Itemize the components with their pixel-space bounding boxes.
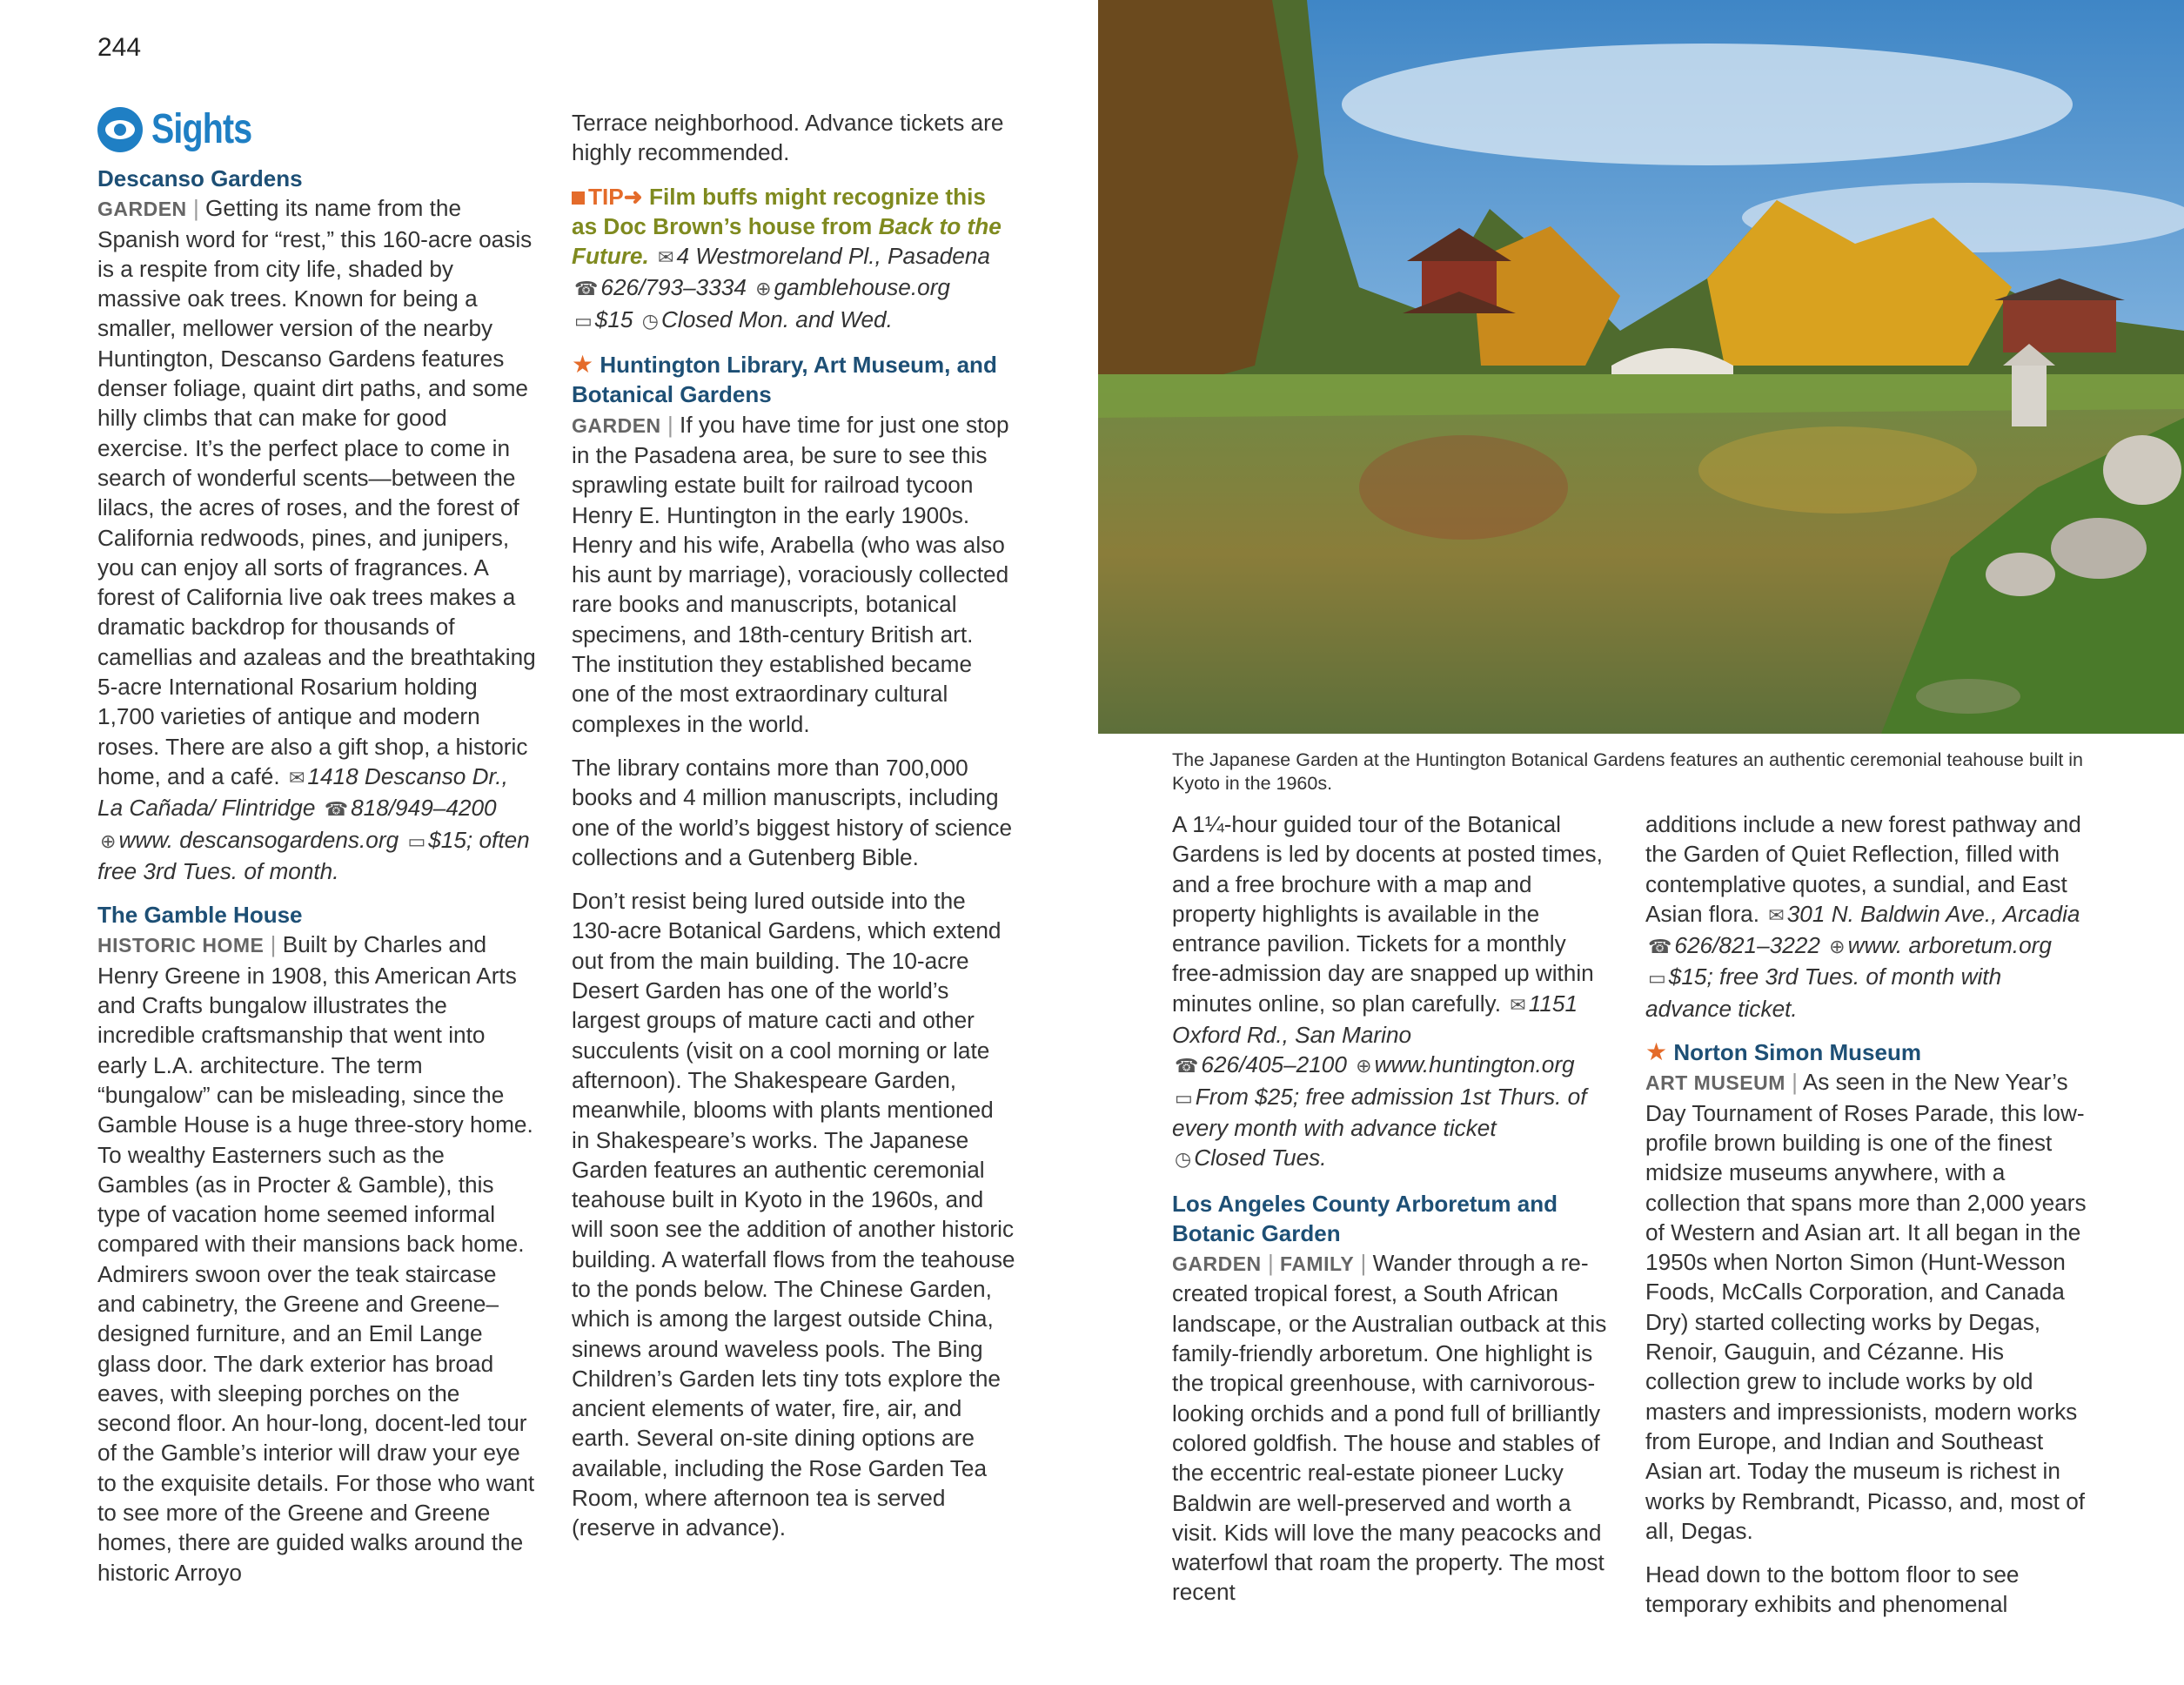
tip-square-icon — [572, 191, 585, 205]
listing-hours: Closed Mon. and Wed. — [660, 305, 893, 332]
listing-hours: Closed Tues. — [1194, 1145, 1327, 1171]
listing-phone: 626/793–3334 — [600, 274, 747, 301]
phone-icon: ☎ — [324, 798, 349, 821]
ticket-icon: ▭ — [1175, 1086, 1193, 1109]
phone-icon: ☎ — [1175, 1055, 1199, 1077]
listing-type: GARDEN — [97, 198, 187, 221]
listing-arboretum: Los Angeles County Arboretum and Botanic Garden GARDEN | FAMILY | Wander through a re-created tropical forest, a South African landscape, or the Australian outback at this family-friendly arboretum. One highlight is the tropical greenhouse, with carnivorous-looking orchids and a pond full of brilliantly colored goldfish. The house and stables of the eccentric real-estate pioneer Lucky Baldwin are well-preserved and worth a visit. Kids will love the many peacocks and waterfowl that roam the property. The most recent — [1172, 1190, 1607, 1606]
listing-description: Wander through a re-created tropical forest, a South African landscape, or the Australian outback at this family-friendly arboretum. One highlight is the tropical greenhouse, with carnivorous-looking orchids and a pond full of brilliantly colored goldfish. The house and stables of the eccentric real-estate pioneer Lucky Baldwin are well-preserved and worth a visit. Kids will love the many peacocks and waterfowl that roam the property. The most recent — [1172, 1250, 1607, 1606]
column-3 — [1172, 809, 1616, 1608]
tip-text: Film buffs might recognize this as Doc Brown’s house from — [572, 183, 986, 239]
clock-icon: ◷ — [641, 309, 659, 332]
listing-phone: 818/949–4200 — [351, 795, 497, 822]
listing-price: $15; often free 3rd Tues. of month. — [97, 826, 530, 884]
listing-type: GARDEN — [572, 413, 661, 437]
listing-address: 4 Westmoreland Pl., Pasadena — [676, 243, 990, 270]
star-icon: ★ — [572, 351, 594, 379]
arboretum-continued — [1645, 809, 2089, 1024]
listing-name: Descanso Gardens — [97, 165, 303, 191]
listing-gamble: The Gamble House HISTORIC HOME | Built by Charles and Henry Greene in 1908, this American Arts and Crafts bungalow illustrates the incredible craftsmanship that went into early L.A. architecture. The term “bungalow” can be misleading, since the Gamble House is a huge three-story home. To wealthy Easterners such as the Gambles (as in Procter & Gamble), this type of vacation home seemed informal compared with their mansions back home. Admirers swoon over the teak staircase and cabinetry, the Greene and Greene–designed furniture, and an Emil Lange glass door. The dark exterior has broad eaves, with sleeping porches on the second floor. An hour-long, docent-led tour of the Gamble’s interior will draw your eye to the exquisite details. For those who want to see more of the Greene and Greene homes, there are guided walks around the historic Arroyo — [97, 902, 535, 1586]
section-title: Sights — [151, 105, 252, 152]
listing-phone: 626/405–2100 — [1201, 1051, 1347, 1078]
listing-descanso: Descanso Gardens GARDEN | Getting its name from the Spanish word for “rest,” this 160-acre oasis is a respite from city life, shaded by massive oak trees. Known for being a smaller, mellower version of the nearby Huntington, Descanso Gardens features denser foliage, quaint dirt paths, and some hilly climbs that can make for good exercise. It’s the perfect place to come in search of wonderful scents—between the lilacs, the acres of roses, and the forest of California redwoods, pines, and junipers, you can enjoy all sorts of fragrances. A forest of California live oak trees makes a dramatic backdrop for thousands of camellias and azaleas and the breathtaking 5-acre International Rosarium holding 1,700 varieties of antique and modern roses. There are also a gift shop, a historic home, and a café. ✉ 1418 Descanso Dr., La Cañada/ Flintridge ☎ 818/949–4200 ⊕ www. descansogardens.org ▭ $15; often free 3rd Tues. of month. — [97, 165, 536, 884]
tip-label: TIP➜ — [588, 183, 643, 210]
listing-price: $15 — [594, 305, 633, 332]
listing-type: ART MUSEUM — [1645, 1071, 1785, 1095]
japanese-garden-photo — [1098, 0, 2184, 734]
norton-para-2: Head down to the bottom floor to see temporary exhibits and phenomenal — [1645, 1561, 2020, 1618]
envelope-icon: ✉ — [658, 246, 674, 269]
listing-address: 1418 Descanso Dr., La Cañada/ Flintridge — [97, 762, 508, 822]
huntington-para-2: The library contains more than 700,000 books and 4 million manuscripts, including one of the world’s biggest history of science collections and a Gutenberg Bible. — [572, 754, 1013, 870]
listing-type-2: FAMILY — [1280, 1252, 1355, 1276]
gamble-continued — [572, 108, 1015, 168]
globe-icon: ⊕ — [755, 278, 772, 300]
tip-film: Back to the Future. — [572, 212, 1002, 270]
envelope-icon: ✉ — [288, 766, 305, 789]
column-2 — [572, 108, 1015, 1543]
page-number: 244 — [97, 33, 142, 62]
huntington-para-3: Don’t resist being lured outside into the 130-acre Botanical Gardens, which extend out from the main building. The 10-acre Desert Garden has one of the world’s largest groups of mature cacti and other succulents (visit on a cool morning or late afternoon). The Shakespeare Garden, meanwhile, blooms with plants mentioned in Shakespeare’s works. The Japanese Garden features an authentic ceremonial teahouse built in Kyoto in the 1960s, and will soon see the addition of another historic building. A waterfall flows from the teahouse to the ponds below. The Chinese Garden, which is among the largest outside China, sinews around waveless pools. The Bing Children’s Garden lets tiny tots explore the ancient elements of water, fire, air, and earth. Several on-site dining options are available, including the Rose Garden Tea Room, where afternoon tea is served (reserve in advance). — [572, 888, 1015, 1541]
photo-caption: The Japanese Garden at the Huntington Botanical Gardens features an authentic ceremonial teahouse built in Kyoto in the 1960s. — [1172, 749, 2084, 794]
listing-description-cont: additions include a new forest pathway and the Garden of Quiet Reflection, filled with contemplative quotes, a sundial, and East Asian flora. — [1645, 811, 2081, 927]
phone-icon: ☎ — [574, 278, 599, 300]
listing-description-cont: Terrace neighborhood. Advance tickets are highly recommended. — [572, 110, 1004, 166]
column-4 — [1645, 809, 2089, 1620]
listing-description: Built by Charles and Henry Greene in 1908, this American Arts and Crafts bungalow illustrates the incredible craftsmanship that went into early L.A. architecture. The term “bungalow” can be misleading, since the Gamble House is a huge three-story home. To wealthy Easterners such as the Gambles (as in Procter & Gamble), this type of vacation home seemed informal compared with their mansions back home. Admirers swoon over the teak staircase and cabinetry, the Greene and Greene–designed furniture, and an Emil Lange glass door. The dark exterior has broad eaves, with sleeping porches on the second floor. An hour-long, docent-led tour of the Gamble’s interior will draw your eye to the exquisite details. For those who want to see more of the Greene and Greene homes, there are guided walks around the historic Arroyo — [97, 931, 535, 1586]
listing-description: If you have time for just one stop in the Pasadena area, be sure to see this sprawling estate built for railroad tycoon Henry E. Huntington in the early 1900s. Henry and his wife, Arabella (who was also his aunt by marriage), voraciously collected rare books and manuscripts, botanical specimens, and 18th-century British art. The institution they established became one of the most extraordinary cultural complexes in the world. — [572, 411, 1009, 737]
envelope-icon: ✉ — [1768, 903, 1785, 926]
globe-icon: ⊕ — [100, 829, 117, 852]
listing-name: Los Angeles County Arboretum and Botanic Garden — [1172, 1190, 1558, 1246]
listing-name: The Gamble House — [97, 902, 303, 929]
listing-address: 1151 Oxford Rd., San Marino — [1172, 990, 1578, 1049]
listing-name: Norton Simon Museum — [1673, 1039, 1921, 1066]
eye-icon — [97, 107, 143, 152]
ticket-icon: ▭ — [1648, 967, 1666, 990]
listing-price: $15; free 3rd Tues. of month with advance ticket. — [1645, 963, 2002, 1022]
listing-type: GARDEN — [1172, 1252, 1262, 1276]
listing-description: Getting its name from the Spanish word for “rest,” this 160-acre oasis is a respite from city life, shaded by massive oak trees. Known for being a smaller, mellower version of the nearby Huntington, Descanso Gardens features denser foliage, quaint dirt paths, and some hilly climbs that can make for good exercise. It’s the perfect place to come in search of wonderful scents—between the lilacs, the acres of roses, and the forest of California redwoods, pines, and junipers, you can enjoy all sorts of fragrances. A forest of California live oak trees makes a dramatic backdrop for thousands of camellias and azaleas and the breathtaking 5-acre International Rosarium holding 1,700 varieties of antique and modern roses. There are also a gift shop, a historic home, and a café. — [97, 195, 536, 789]
listing-description: As seen in the New Year’s Day Tournament of Roses Parade, this low-profile brown building is one of the finest midsize museums anywhere, with a collection that spans more than 2,000 years of Western and Asian art. It all began in the 1950s when Norton Simon (Hunt-Wesson Foods, McCalls Corporation, and Canada Dry) started collecting works by Degas, Renoir, Gauguin, and Cézanne. His collection grew to include works by old masters and impressionists, modern works from Europe, and Indian and Southeast Asian art. Today the museum is richest in works by Rembrandt, Picasso, and, most of all, Degas. — [1645, 1069, 2087, 1544]
clock-icon: ◷ — [1175, 1148, 1192, 1171]
listing-huntington: ★ Huntington Library, Art Museum, and Botanical Gardens GARDEN | If you have time for just one stop in the Pasadena area, be sure to see this sprawling estate built for railroad tycoon Henry E. Huntington in the early 1900s. Henry and his wife, Arabella (who was also his aunt by marriage), voraciously collected rare books and manuscripts, botanical specimens, and 18th-century British art. The institution they established became one of the most extraordinary cultural complexes in the world. — [572, 351, 1009, 737]
section-header — [97, 103, 537, 157]
listing-name: Huntington Library, Art Museum, and Botanical Gardens — [572, 352, 997, 408]
listing-website[interactable]: www.huntington.org — [1374, 1051, 1575, 1078]
star-icon: ★ — [1645, 1038, 1668, 1066]
listing-address: 301 N. Baldwin Ave., Arcadia — [1786, 900, 2080, 927]
ticket-icon: ▭ — [407, 829, 426, 852]
listing-website[interactable]: www. arboretum.org — [1847, 932, 2052, 959]
listing-price: From $25; free admission 1st Thurs. of every month with advance ticket — [1172, 1083, 1587, 1141]
listing-norton: ★ Norton Simon Museum ART MUSEUM | As seen in the New Year’s Day Tournament of Roses Parade, this low-profile brown building is one of the finest midsize museums anywhere, with a collection that spans more than 2,000 years of Western and Asian art. It all began in the 1950s when Norton Simon (Hunt-Wesson Foods, McCalls Corporation, and Canada Dry) started collecting works by Degas, Renoir, Gauguin, and Cézanne. His collection grew to include works by old masters and impressionists, modern works from Europe, and Indian and Southeast Asian art. Today the museum is richest in works by Rembrandt, Picasso, and, most of all, Degas. — [1645, 1038, 2087, 1544]
listing-type: HISTORIC HOME — [97, 934, 265, 957]
column-1 — [97, 103, 537, 1588]
phone-icon: ☎ — [1648, 936, 1672, 958]
globe-icon: ⊕ — [1356, 1055, 1372, 1077]
listing-website[interactable]: www. descansogardens.org — [118, 826, 399, 853]
globe-icon: ⊕ — [1829, 936, 1846, 958]
huntington-para-4 — [1172, 809, 1616, 1175]
listing-phone: 626/821–3222 — [1674, 932, 1820, 959]
listing-description: A 1¼-hour guided tour of the Botanical Gardens is led by docents at posted times, and a free brochure with a map and property highlights is available in the entrance pavilion. Tickets for a monthly free-admission day are snapped up within minutes online, so plan carefully. — [1172, 811, 1603, 1017]
ticket-icon: ▭ — [574, 309, 593, 332]
listing-website[interactable]: gamblehouse.org — [774, 274, 950, 301]
envelope-icon: ✉ — [1510, 993, 1526, 1016]
gamble-tip — [572, 182, 1015, 336]
